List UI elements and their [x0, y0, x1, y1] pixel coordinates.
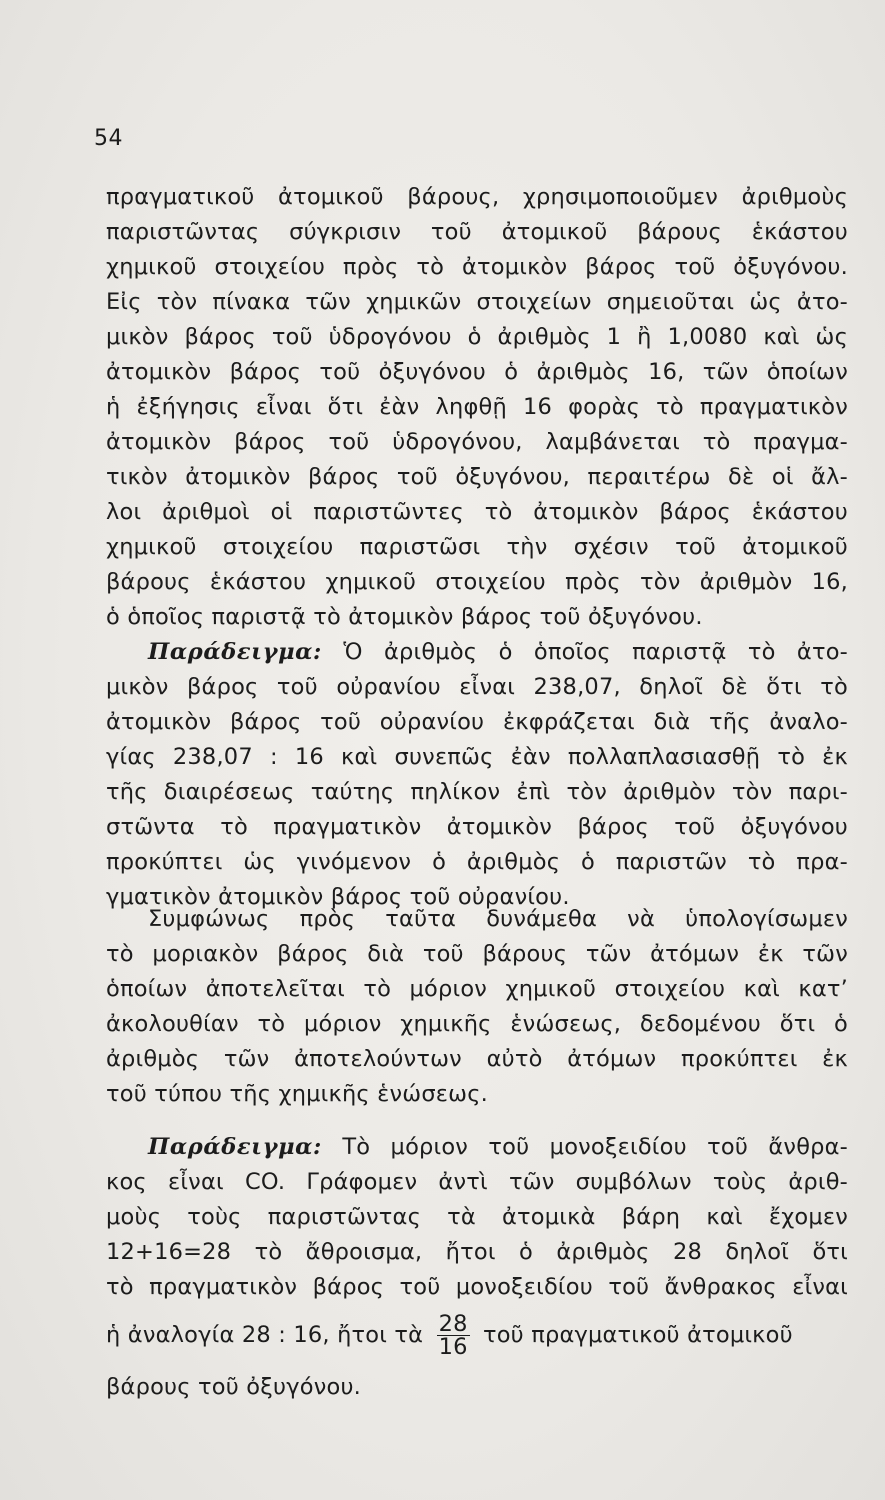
- text-line: ὁποίων ἀποτελεῖται τὸ μόριον χημικοῦ στοιχείου καὶ κατ’: [106, 976, 848, 1002]
- text-line: προκύπτει ὡς γινόμενον ὁ ἀριθμὸς ὁ παριστῶν τὸ πρα-: [106, 849, 848, 875]
- example-label: Παράδειγμα:: [148, 1134, 322, 1160]
- text-line: ἀτομικὸν βάρος τοῦ οὐρανίου ἐκφράζεται διὰ τῆς ἀναλο-: [106, 709, 848, 735]
- example-text: Ὁ ἀριθμὸς ὁ ὁποῖος παριστᾷ τὸ ἀτο-: [343, 639, 848, 665]
- fraction-denominator: 16: [438, 1334, 468, 1360]
- text-line: λοι ἀριθμοὶ οἱ παριστῶντες τὸ ἀτομικὸν βάρος ἑκάστου: [106, 499, 848, 525]
- ratio-line: [106, 1310, 848, 1360]
- text-line: ὁ ὁποῖος παριστᾷ τὸ ἀτομικὸν βάρος τοῦ ὀξυγόνου.: [106, 604, 703, 630]
- text-line: γματικὸν ἀτομικὸν βάρος τοῦ οὐρανίου.: [106, 884, 570, 910]
- fraction: [437, 1313, 470, 1358]
- text-line: Εἰς τὸν πίνακα τῶν χημικῶν στοιχείων σημειοῦται ὡς ἀτο-: [106, 289, 848, 315]
- ratio-text-before: ἡ ἀναλογία 28 : 16, ἤτοι τὰ: [106, 1322, 424, 1348]
- text-line: πραγματικοῦ ἀτομικοῦ βάρους, χρησιμοποιοῦμεν ἀριθμοὺς: [106, 184, 848, 210]
- text-line: ἀτομικὸν βάρος τοῦ ὀξυγόνου ὁ ἀριθμὸς 16, τῶν ὁποίων: [106, 359, 848, 385]
- text-line: 12+16=28 τὸ ἄθροισμα, ἤτοι ὁ ἀριθμὸς 28 δηλοῖ ὅτι: [106, 1239, 848, 1265]
- example-first-line: [148, 1130, 848, 1164]
- text-line: κος εἶναι CO. Γράφομεν ἀντὶ τῶν συμβόλων τοὺς ἀριθ-: [106, 1169, 848, 1195]
- text-line: ἡ ἐξήγησις εἶναι ὅτι ἐὰν ληφθῇ 16 φορὰς τὸ πραγματικὸν: [106, 394, 848, 420]
- text-line: τῆς διαιρέσεως ταύτης πηλίκον ἐπὶ τὸν ἀριθμὸν τὸν παρι-: [106, 779, 848, 805]
- text-line: Συμφώνως πρὸς ταῦτα δυνάμεθα νὰ ὑπολογίσωμεν: [148, 906, 848, 932]
- text-line: γίας 238,07 : 16 καὶ συνεπῶς ἐὰν πολλαπλασιασθῇ τὸ ἐκ: [106, 744, 848, 770]
- example-text: Τὸ μόριον τοῦ μονοξειδίου τοῦ ἄνθρα-: [342, 1134, 848, 1160]
- text-line: βάρους ἑκάστου χημικοῦ στοιχείου πρὸς τὸν ἀριθμὸν 16,: [106, 569, 848, 595]
- text-line: βάρους τοῦ ὀξυγόνου.: [106, 1374, 362, 1400]
- text-line: μικὸν βάρος τοῦ οὐρανίου εἶναι 238,07, δηλοῖ δὲ ὅτι τὸ: [106, 674, 848, 700]
- text-line: ἀριθμὸς τῶν ἀποτελούντων αὐτὸ ἀτόμων προκύπτει ἐκ: [106, 1046, 848, 1072]
- text-line: χημικοῦ στοιχείου παριστῶσι τὴν σχέσιν τοῦ ἀτομικοῦ: [106, 534, 848, 560]
- page-number: 54: [94, 126, 123, 151]
- text-line: μοὺς τοὺς παριστῶντας τὰ ἀτομικὰ βάρη καὶ ἔχομεν: [106, 1204, 848, 1230]
- example-label: Παράδειγμα:: [148, 639, 322, 665]
- text-line: ἀτομικὸν βάρος τοῦ ὑδρογόνου, λαμβάνεται τὸ πραγμα-: [106, 429, 848, 455]
- text-line: μικὸν βάρος τοῦ ὑδρογόνου ὁ ἀριθμὸς 1 ἢ 1,0080 καὶ ὡς: [106, 324, 848, 350]
- text-line: τικὸν ἀτομικὸν βάρος τοῦ ὀξυγόνου, περαιτέρω δὲ οἱ ἄλ-: [106, 464, 848, 490]
- text-line: τοῦ τύπου τῆς χημικῆς ἑνώσεως.: [106, 1081, 488, 1107]
- fraction-numerator: 28: [438, 1311, 468, 1337]
- text-line: παριστῶντας σύγκρισιν τοῦ ἀτομικοῦ βάρους ἑκάστου: [106, 219, 848, 245]
- text-line: χημικοῦ στοιχείου πρὸς τὸ ἀτομικὸν βάρος τοῦ ὀξυγόνου.: [106, 254, 848, 280]
- text-line: τὸ μοριακὸν βάρος διὰ τοῦ βάρους τῶν ἀτόμων ἐκ τῶν: [106, 941, 848, 967]
- example-first-line: [148, 635, 848, 669]
- text-line: στῶντα τὸ πραγματικὸν ἀτομικὸν βάρος τοῦ ὀξυγόνου: [106, 814, 848, 840]
- text-line: τὸ πραγματικὸν βάρος τοῦ μονοξειδίου τοῦ ἄνθρακος εἶναι: [106, 1274, 848, 1300]
- ratio-text-after: τοῦ πραγματικοῦ ἀτομικοῦ: [482, 1322, 793, 1348]
- text-line: ἀκολουθίαν τὸ μόριον χημικῆς ἑνώσεως, δεδομένου ὅτι ὁ: [106, 1011, 848, 1037]
